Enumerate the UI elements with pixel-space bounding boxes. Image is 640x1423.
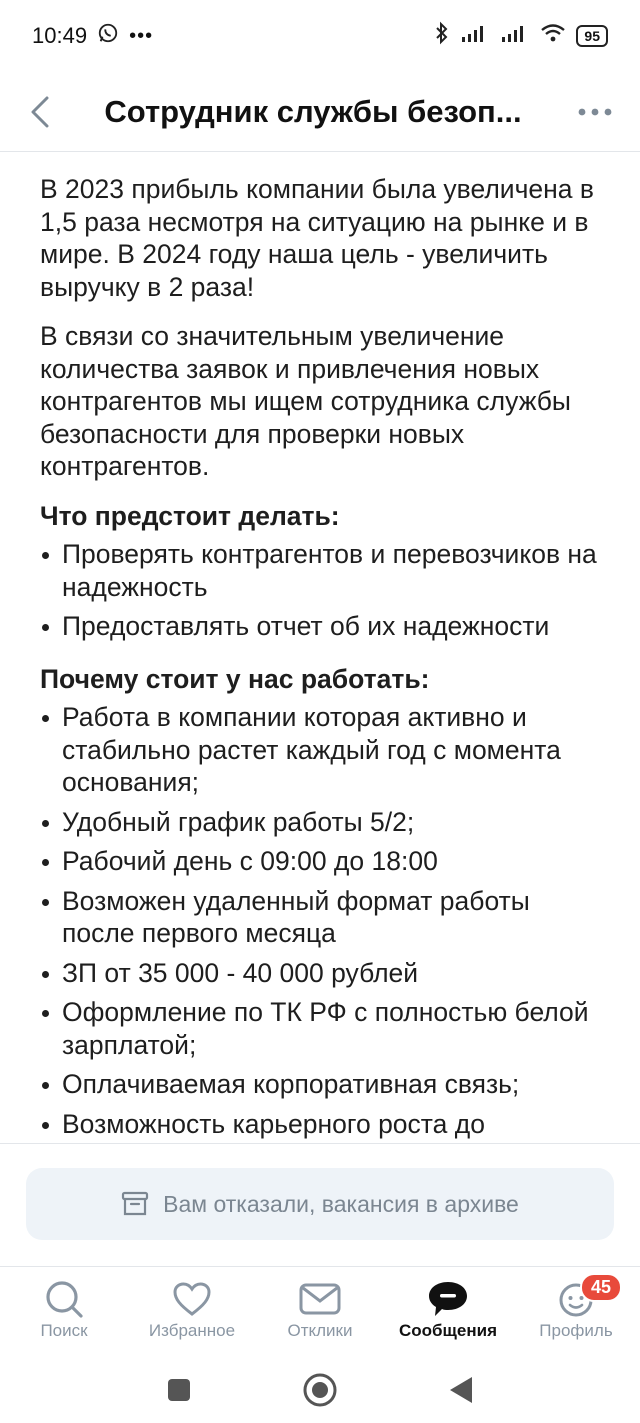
heart-icon: [172, 1281, 212, 1317]
list-item: Рабочий день с 09:00 до 18:00: [40, 845, 600, 878]
back-button[interactable]: [0, 72, 80, 152]
list-item: Возможность карьерного роста до: [40, 1108, 600, 1141]
battery-indicator: 95: [576, 25, 608, 47]
archive-box-icon: [121, 1191, 149, 1217]
description-paragraph: В 2023 прибыль компании была увеличена в 1,5 раза несмотря на ситуацию на рынке и в мире. В 2024 году наша цель - увеличить выручку в 2 раза!: [40, 174, 594, 302]
why-title: Почему стоит у нас работать:: [40, 663, 430, 694]
divider: [0, 1143, 640, 1144]
tab-messages[interactable]: [384, 1267, 512, 1356]
description-paragraph: В связи со значительным увеличение количества заявок и привлечения новых контрагентов мы ищем сотрудника службы безопасности для проверки новых контрагентов.: [40, 321, 571, 481]
triangle-back-icon: [448, 1375, 474, 1405]
more-options-button[interactable]: [550, 72, 640, 152]
tab-label: Профиль: [539, 1321, 613, 1340]
tab-label: Сообщения: [399, 1321, 497, 1340]
square-icon: [166, 1377, 192, 1403]
home-circle-icon: [302, 1372, 338, 1408]
list-item: Возможен удаленный формат работы после первого месяца: [40, 885, 600, 950]
page-title: Сотрудник службы безоп...: [104, 93, 522, 129]
more-dots-icon: [578, 108, 612, 116]
home-button[interactable]: [302, 1372, 338, 1408]
search-icon: [44, 1279, 84, 1319]
tab-label: Отклики: [287, 1321, 353, 1340]
chevron-left-icon: [29, 95, 51, 129]
list-item: Работа в компании которая активно и стабильно растет каждый год с момента основания;: [40, 701, 600, 799]
duties-title: Что предстоит делать:: [40, 500, 340, 531]
vacancy-description: [0, 153, 640, 1143]
system-navigation-bar: [0, 1356, 640, 1423]
list-item: Предоставлять отчет об их надежности: [40, 610, 600, 643]
list-item: Оплачиваемая корпоративная связь;: [40, 1068, 600, 1101]
archive-notice: [26, 1168, 614, 1240]
bluetooth-icon: [434, 21, 450, 51]
bottom-tab-bar: [0, 1266, 640, 1356]
list-item: Оформление по ТК РФ с полностью белой зарплатой;: [40, 996, 600, 1061]
archive-notice-text: Вам отказали, вакансия в архиве: [163, 1190, 519, 1217]
tab-profile[interactable]: [512, 1267, 640, 1356]
tab-responses[interactable]: [256, 1267, 384, 1356]
vacancy-header: [0, 72, 640, 152]
more-notifications-icon: •••: [129, 24, 154, 47]
list-item: ЗП от 35 000 - 40 000 рублей: [40, 957, 600, 990]
envelope-icon: [299, 1283, 341, 1315]
tab-label: Поиск: [40, 1321, 88, 1340]
list-item: Проверять контрагентов и перевозчиков на надежность: [40, 538, 600, 603]
duties-list: [40, 538, 600, 643]
tab-favorites[interactable]: [128, 1267, 256, 1356]
back-nav-button[interactable]: [448, 1375, 474, 1405]
tab-search[interactable]: [0, 1267, 128, 1356]
wifi-icon: [540, 23, 566, 49]
list-item: Удобный график работы 5/2;: [40, 806, 600, 839]
tab-label: Избранное: [148, 1321, 236, 1340]
signal-icon-2: [500, 23, 530, 49]
whatsapp-icon: [97, 22, 119, 50]
notification-badge: 45: [580, 1273, 622, 1302]
benefits-list: [40, 701, 600, 1140]
signal-icon-1: [460, 23, 490, 49]
recent-apps-button[interactable]: [166, 1377, 192, 1403]
chat-bubble-icon: [427, 1279, 469, 1319]
status-time: 10:49: [32, 23, 88, 48]
status-bar: [0, 0, 640, 72]
